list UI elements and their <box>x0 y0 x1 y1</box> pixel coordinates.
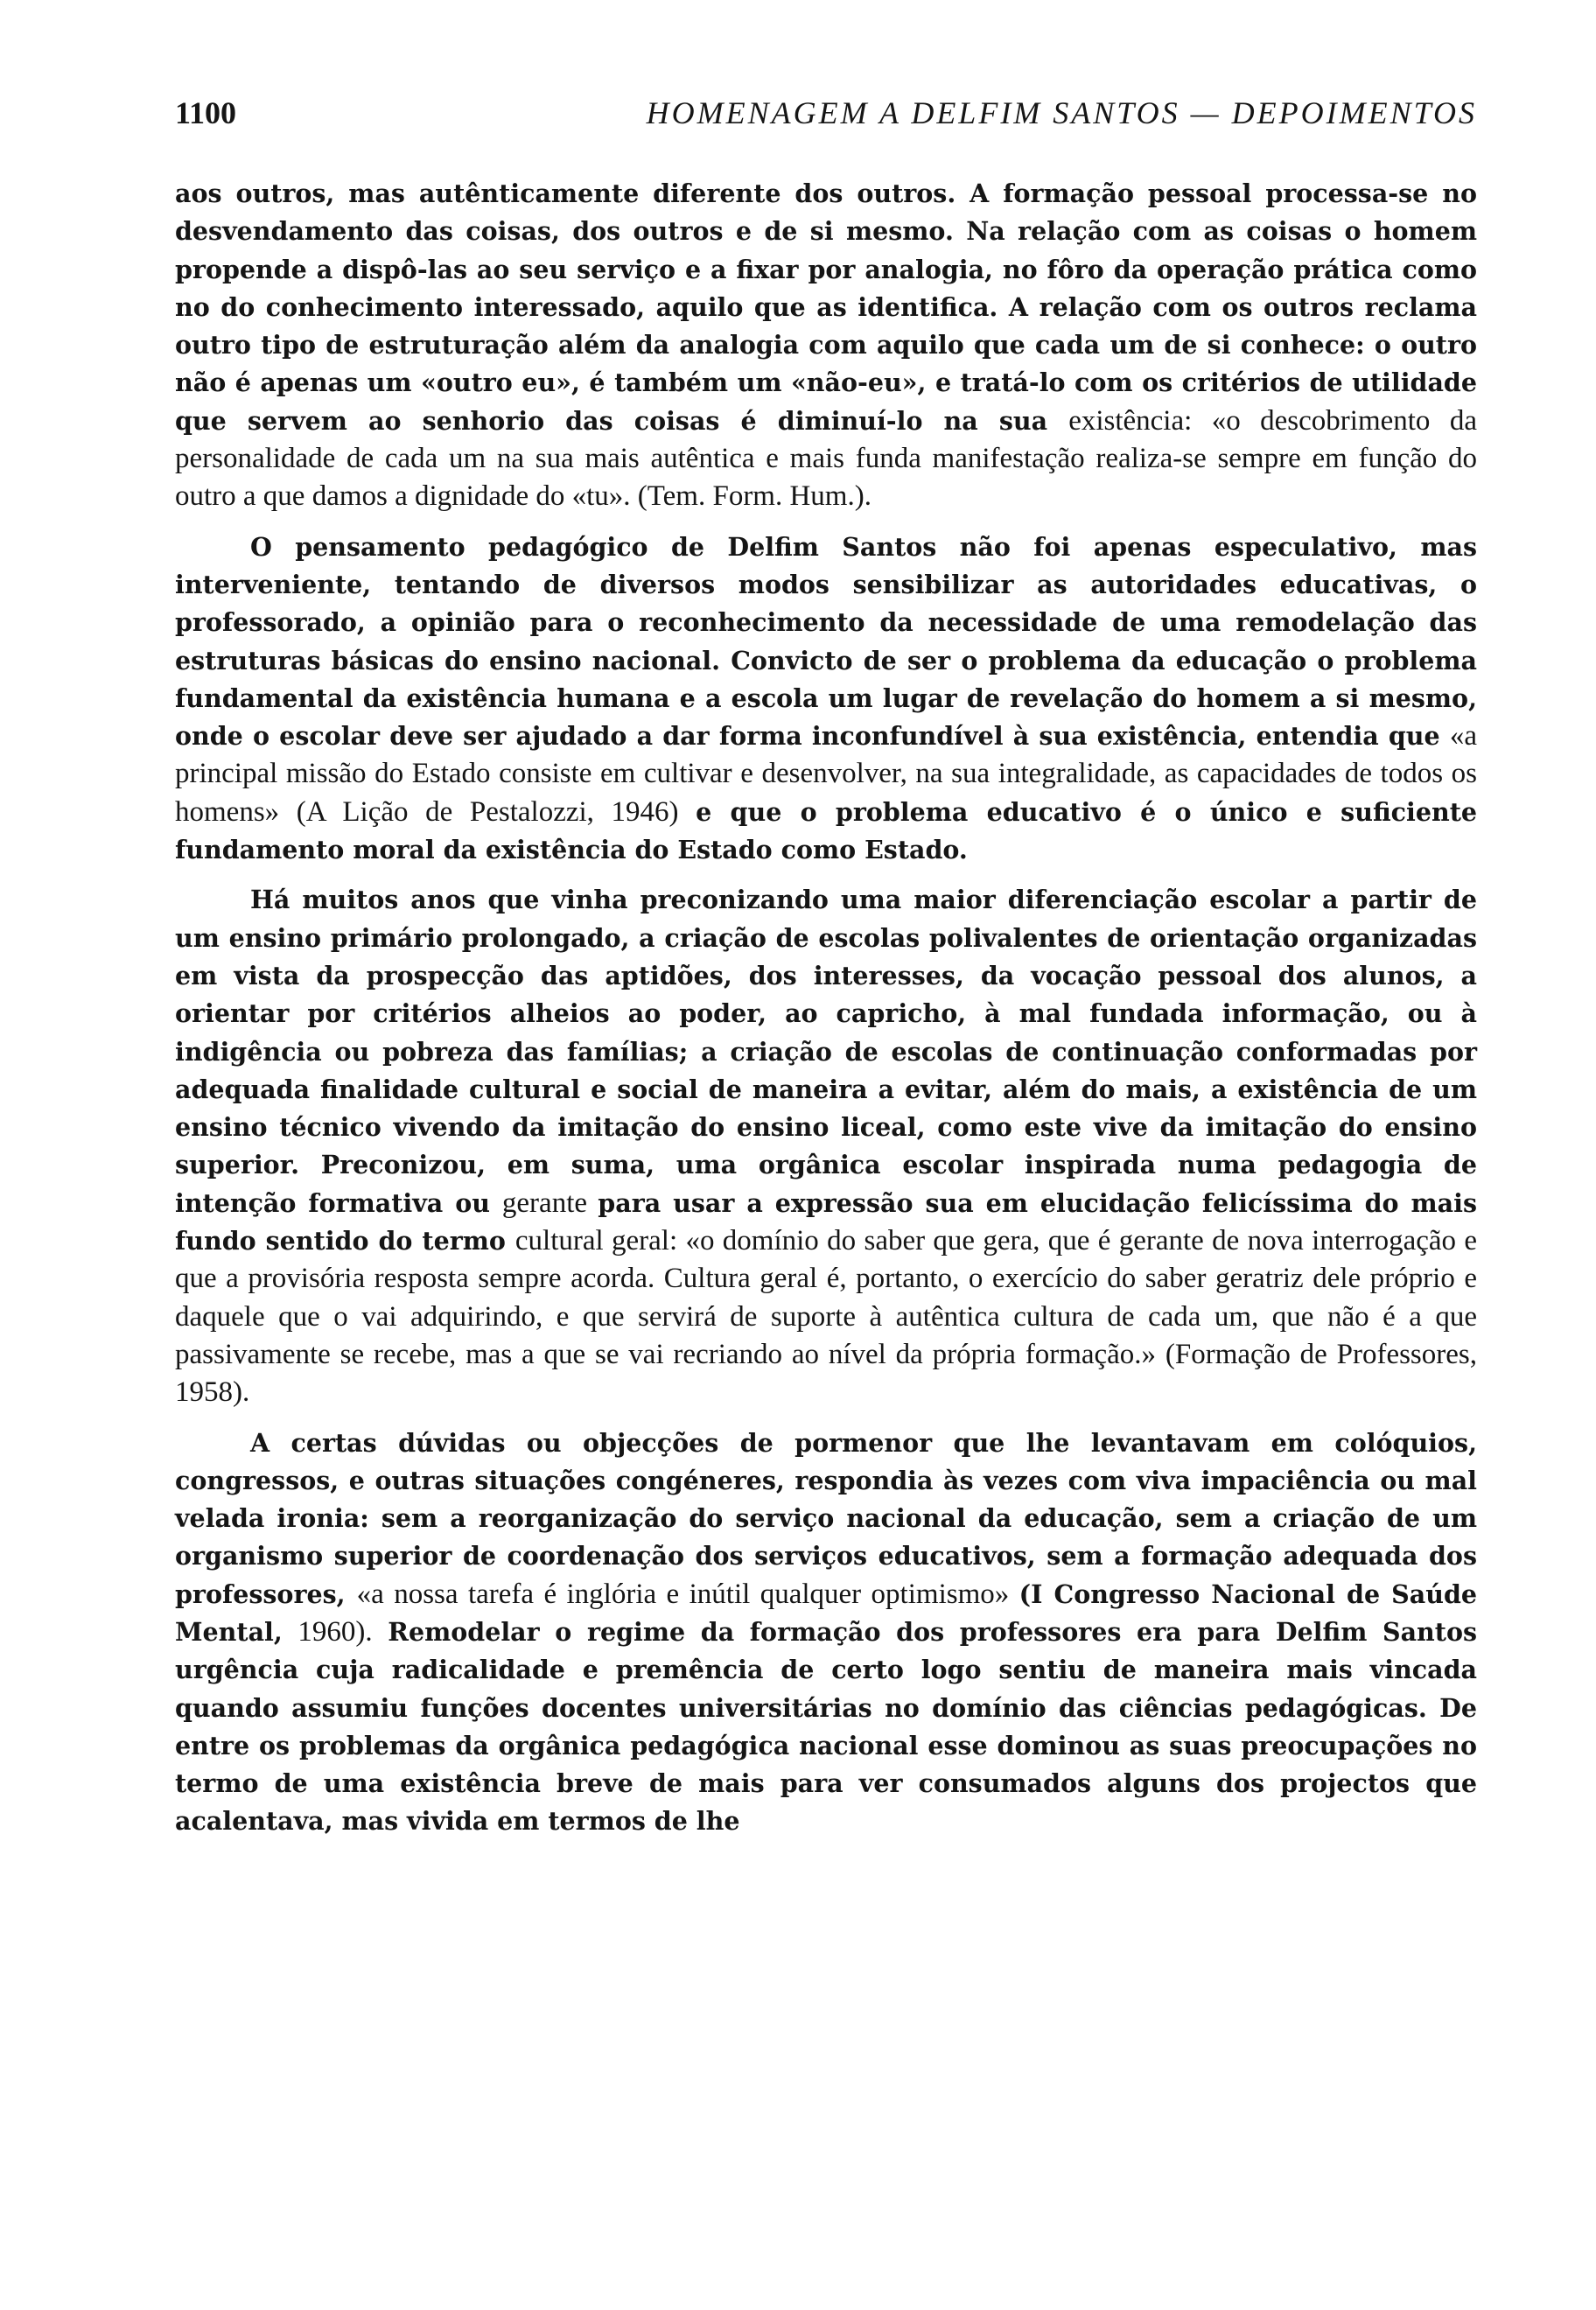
text-run-bold: (I Congresso Nacional de Saúde Mental, <box>175 1578 1477 1647</box>
text-run-regular: 1960). <box>298 1615 373 1648</box>
paragraph <box>175 175 1477 516</box>
page-header <box>175 94 1477 147</box>
text-run-bold: e que o problema educativo é o único e suficiente fundamento moral da existência do Estado como Estado. <box>175 796 1477 865</box>
text-run-regular: «a principal missão do Estado consiste em cultivar e desenvolver, na sua integralidade, as capacidades de todos os homens» (A Lição de Pestalozzi, 1946) <box>175 720 1477 828</box>
text-run-regular: cultural geral: «o domínio do saber que gera, que é gerante de nova interrogação e que a provisória resposta sempre acorda. Cultura geral é, portanto, o exercício do saber geratriz dele próprio e daquele que o vai adquirindo, e que servirá de suporte à autêntica cultura de cada um, que não é a que passivamente se recebe, mas a que se vai recriando ao nível da própria formação.» (Formação de Professores, 1958). <box>175 1225 1477 1409</box>
paragraph <box>175 881 1477 1411</box>
text-run-bold: para usar a expressão sua em elucidação felicíssima do mais fundo sentido do termo <box>175 1187 1477 1256</box>
text-run-regular: existência: «o descobrimento da personalidade de cada um na sua mais autêntica e mais funda manifestação realiza-se sempre em função do outro a que damos a dignidade do «tu». (Tem. Form. Hum.). <box>175 404 1477 513</box>
paragraph <box>175 528 1477 870</box>
text-run-regular: gerante <box>501 1186 598 1219</box>
text-run-bold: O pensamento pedagógico de Delfim Santos não foi apenas especulativo, mas interveniente, tentando de diversos modos sensibilizar as autoridades educativas, o professorado, a opinião para o reconhecimento da necessidade de uma remodelação das estruturas básicas do ensino nacional. Convicto de ser o problema da educação o problema fundamental da existência humana e a escola um lugar de revelação do homem a si mesmo, onde o escolar deve ser ajudado a dar forma inconfundível à sua existência, entendia que <box>175 531 1477 752</box>
text-run-bold: aos outros, mas autênticamente diferente dos outros. A formação pessoal processa-se no desvendamento das coisas, dos outros e de si mesmo. Na relação com as coisas o homem propende a dispô-las ao seu serviço e a fixar por analogia, no fôro da operação prática como no do conhecimento interessado, aquilo que as identifica. A relação com os outros reclama outro tipo de estruturação além da analogia com aquilo que cada um de si conhece: o outro não é apenas um «outro eu», é também um «não-eu», e tratá-lo com os critérios de utilidade que servem ao senhorio das coisas é diminuí-lo na sua <box>175 178 1477 436</box>
text-run-bold: Há muitos anos que vinha preconizando uma maior diferenciação escolar a partir de um ensino primário prolongado, a criação de escolas polivalentes de orientação organizadas em vista da prospecção das aptidões, dos interesses, da vocação pessoal dos alunos, a orientar por critérios alheios ao poder, ao capricho, à mal fundada informação, ou à indigência ou pobreza das famílias; a criação de escolas de continuação conformadas por adequada finalidade cultural e social de maneira a evitar, além do mais, a existência de um ensino técnico vivendo da imitação do ensino liceal, como este vive da imitação do ensino superior. Preconizou, em suma, uma orgânica escolar inspirada numa pedagogia de intenção formativa ou <box>175 885 1477 1218</box>
text-run-bold: A certas dúvidas ou objecções de pormenor que lhe levantavam em colóquios, congressos, e outras situações congéneres, respondia às vezes com viva impaciência ou mal velada ironia: sem a reorganização do serviço nacional da educação, sem a criação de um organismo superior de coordenação dos serviços educativos, sem a formação adequada dos professores, <box>175 1427 1477 1609</box>
text-run-bold: Remodelar o regime da formação dos professores era para Delfim Santos urgência cuja radicalidade e premência de certo logo sentiu de maneira mais vincada quando assumiu funções docentes universitárias no domínio das ciências pedagógicas. De entre os problemas da orgânica pedagógica nacional esse dominou as suas preocupações no termo de uma existência breve de mais para ver consumados alguns dos projectos que acalentava, mas vivida em termos de lhe <box>175 1616 1477 1837</box>
body-text <box>175 175 1477 1841</box>
page-number: 1100 <box>175 95 237 130</box>
paragraph <box>175 1424 1477 1841</box>
text-run-regular: «a nossa tarefa é inglória e inútil qualquer optimismo» <box>356 1578 1019 1610</box>
running-title: HOMENAGEM A DELFIM SANTOS — DEPOIMENTOS <box>646 95 1477 130</box>
